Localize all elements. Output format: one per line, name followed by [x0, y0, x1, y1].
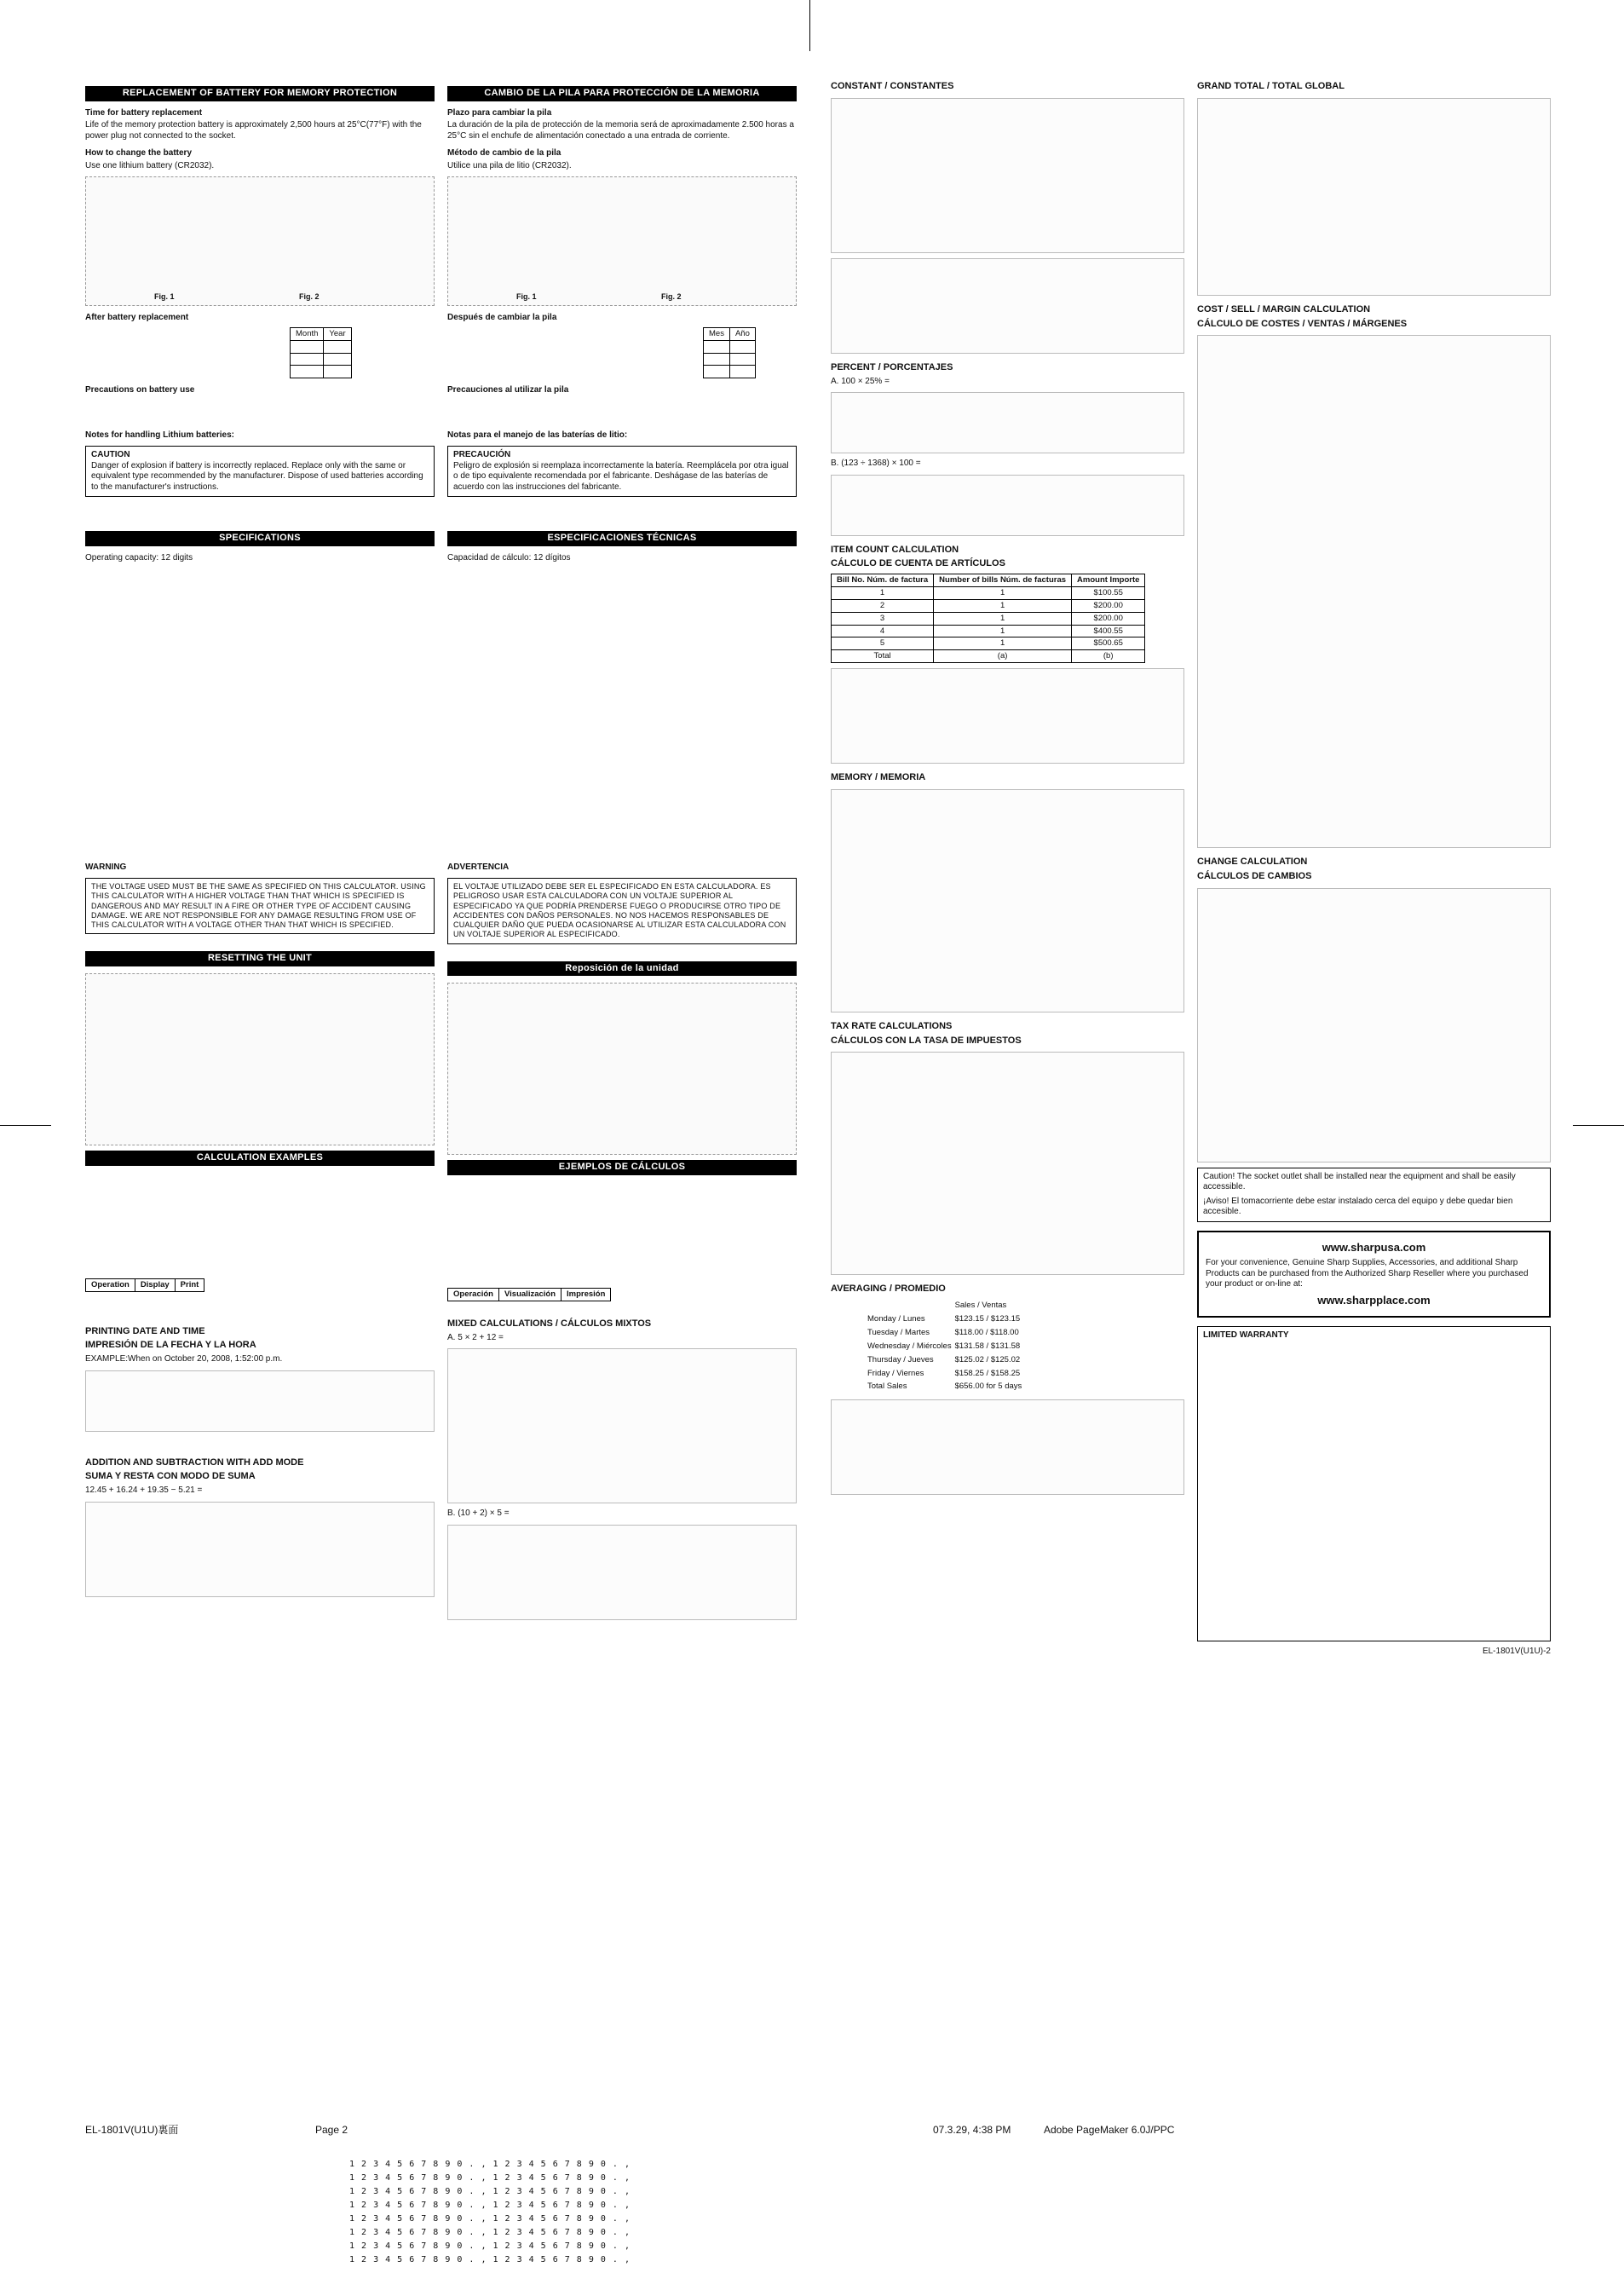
- number-rows: [349, 2158, 631, 2267]
- memory-calc: [831, 789, 1184, 1012]
- number-row: 1 2 3 4 5 6 7 8 9 0 . , 1 2 3 4 5 6 7 8 9 0 . ,: [349, 2214, 631, 2224]
- socket-caution-text: Caution! The socket outlet shall be installed near the equipment and shall be easily accessible.: [1203, 1171, 1516, 1192]
- battery-figure-es: [447, 176, 797, 306]
- mixed-heading: MIXED CALCULATIONS / CÁLCULOS MIXTOS: [447, 1318, 652, 1329]
- how-text-es: Utilice una pila de litio (CR2032).: [447, 160, 572, 170]
- web-box: [1197, 1231, 1551, 1318]
- addsub-heading-es: SUMA Y RESTA CON MODO DE SUMA: [85, 1471, 256, 1482]
- tax-calc: [831, 1052, 1184, 1275]
- after-heading: After battery replacement: [85, 313, 189, 323]
- memory-heading: MEMORY / MEMORIA: [831, 772, 926, 783]
- mixed-b-calc: [447, 1525, 797, 1620]
- warranty-heading: LIMITED WARRANTY: [1203, 1330, 1289, 1340]
- calc-examples-heading: CALCULATION EXAMPLES: [85, 1151, 435, 1166]
- caution-box: [85, 446, 435, 497]
- after-heading-es: Después de cambiar la pila: [447, 313, 557, 323]
- caution-text-es: Peligro de explosión si reemplaza incorrectamente la batería. Reemplácela por otra igual o de tipo equivalente recomendada por el fabricante. Deshágase de las baterías de acuerdo con las instrucciones del fabricante.: [453, 460, 789, 492]
- socket-aviso-text: ¡Aviso! El tomacorriente debe estar instalado cerca del equipo y debe quedar bien accesible.: [1203, 1196, 1513, 1217]
- footer-filename: EL-1801V(U1U)裏面: [85, 2124, 179, 2136]
- lithium-heading: Notes for handling Lithium batteries:: [85, 430, 235, 440]
- table-row: 3 1 $200.00: [832, 612, 1145, 625]
- mixed-b: B. (10 + 2) × 5 =: [447, 1509, 510, 1519]
- avg-heading: AVERAGING / PROMEDIO: [831, 1284, 946, 1295]
- change-heading-es: CÁLCULOS DE CAMBIOS: [1197, 871, 1312, 881]
- reset-heading-es: Reposición de la unidad: [447, 961, 797, 977]
- footer-date: 07.3.29, 4:38 PM: [933, 2124, 1011, 2136]
- item-col-count: Number of bills Núm. de facturas: [934, 574, 1072, 587]
- grand-heading: GRAND TOTAL / TOTAL GLOBAL: [1197, 81, 1345, 91]
- number-row: 1 2 3 4 5 6 7 8 9 0 . , 1 2 3 4 5 6 7 8 9 0 . ,: [349, 2173, 631, 2183]
- crop-mark-right: [1573, 1125, 1624, 1126]
- addsub-heading: ADDITION AND SUBTRACTION WITH ADD MODE: [85, 1457, 304, 1468]
- operation-header-table-es: [447, 1288, 611, 1301]
- avg-sales-header: Sales / Ventas: [954, 1301, 1007, 1311]
- mixed-a-calc: [447, 1348, 797, 1503]
- table-row: Wednesday / Miércoles $131.58 / $131.58: [867, 1341, 1021, 1351]
- caution-label-es: PRECAUCIÓN: [453, 450, 511, 460]
- warning-box: THE VOLTAGE USED MUST BE THE SAME AS SPECIFIED ON THIS CALCULATOR. USING THIS CALCULATOR WITH A HIGHER VOLTAGE THAN THAT WHICH IS SPECIFIED IS DANGEROUS AND MAY RESULT IN A FIRE OR OTHER TYPE OF ACCIDENT CAUSING DAMAGE. WE ARE NOT RESPONSIBLE FOR ANY DAMAGE RESULTING FROM USE OF THIS CALCULATOR WITH A VOLTAGE OTHER THAN THAT WHICH IS SPECIFIED.: [85, 878, 435, 934]
- tax-heading: TAX RATE CALCULATIONS: [831, 1020, 953, 1031]
- table-total-row: Total (a) (b): [832, 650, 1145, 663]
- reset-figure-es: [447, 983, 797, 1155]
- warning-label: WARNING: [85, 862, 127, 872]
- table-row: 2 1 $200.00: [832, 599, 1145, 612]
- tax-heading-es: CÁLCULOS CON LA TASA DE IMPUESTOS: [831, 1035, 1022, 1046]
- web-text: For your convenience, Genuine Sharp Supplies, Accessories, and additional Sharp Products can be purchased from the Authorized Sharp Reseller where you purchased your product or on-line at:: [1206, 1258, 1529, 1289]
- warning-box-es: EL VOLTAJE UTILIZADO DEBE SER EL ESPECIFICADO EN ESTA CALCULADORA. ES PELIGROSO USAR ESTA CALCULADORA CON UN VOLTAJE SUPERIOR AL ESPECIFICADO YA QUE PODRÍA PRENDERSE FUEGO O PRODUCIRSE OTRO TIPO DE ACCIDENTES CON DAÑOS PERSONALES. NO NOS HACEMOS RESPONSABLES DE CUALQUIER DAÑO QUE PUEDA OCASIONARSE AL UTILIZAR ESTA CALCULADORA CON UN VOLTAJE SUPERIOR AL ESPECIFICADO.: [447, 878, 797, 944]
- print-col: Print: [175, 1278, 204, 1291]
- specs-heading-es: ESPECIFICACIONES TÉCNICAS: [447, 531, 797, 546]
- display-col-es: Visualización: [499, 1289, 561, 1301]
- year-label: Year: [324, 327, 351, 340]
- column-examples-1: [831, 81, 1184, 1500]
- caution-box-es: [447, 446, 797, 497]
- print-col-es: Impresión: [561, 1289, 611, 1301]
- printing-heading-es: IMPRESIÓN DE LA FECHA Y LA HORA: [85, 1340, 256, 1351]
- addsub-expr: 12.45 + 16.24 + 19.35 − 5.21 =: [85, 1485, 203, 1496]
- sharpusa-link[interactable]: www.sharpusa.com: [1322, 1240, 1426, 1254]
- operation-col-es: Operación: [448, 1289, 499, 1301]
- footer-app: Adobe PageMaker 6.0J/PPC: [1044, 2124, 1175, 2136]
- lithium-heading-es: Notas para el manejo de las baterías de litio:: [447, 430, 628, 440]
- cost-heading: COST / SELL / MARGIN CALCULATION: [1197, 303, 1371, 314]
- avg-calc: [831, 1399, 1184, 1495]
- constant-calc-a: [831, 98, 1184, 253]
- replacement-heading-es: CAMBIO DE LA PILA PARA PROTECCIÓN DE LA MEMORIA: [447, 86, 797, 101]
- crop-mark-tl: [809, 0, 810, 51]
- percent-heading: PERCENT / PORCENTAJES: [831, 361, 953, 372]
- table-row: 4 1 $400.55: [832, 625, 1145, 637]
- time-heading-es: Plazo para cambiar la pila: [447, 107, 552, 118]
- battery-figure: [85, 176, 435, 306]
- crop-mark-left: [0, 1125, 51, 1126]
- printing-calc: [85, 1370, 435, 1432]
- percent-b: B. (123 ÷ 1368) × 100 =: [831, 459, 921, 468]
- operation-header-table: [85, 1278, 204, 1292]
- cost-heading-es: CÁLCULO DE COSTES / VENTAS / MÁRGENES: [1197, 318, 1408, 329]
- replacement-heading: REPLACEMENT OF BATTERY FOR MEMORY PROTECTION: [85, 86, 435, 101]
- number-row: 1 2 3 4 5 6 7 8 9 0 . , 1 2 3 4 5 6 7 8 9 0 . ,: [349, 2241, 631, 2251]
- percent-calc-b: [831, 475, 1184, 536]
- caution-text: Danger of explosion if battery is incorrectly replaced. Replace only with the same or equivalent type recommended by the manufacturer. Dispose of used batteries according to the manufacturer's instructions.: [91, 460, 423, 492]
- number-row: 1 2 3 4 5 6 7 8 9 0 . , 1 2 3 4 5 6 7 8 9 0 . ,: [349, 2255, 631, 2264]
- sharpplace-link[interactable]: www.sharpplace.com: [1317, 1293, 1431, 1307]
- cost-calc: [1197, 335, 1551, 848]
- fig1-label-es: Fig. 1: [516, 292, 537, 301]
- table-row: Thursday / Jueves $125.02 / $125.02: [867, 1354, 1021, 1364]
- reset-heading: RESETTING THE UNIT: [85, 951, 435, 966]
- change-heading: CHANGE CALCULATION: [1197, 857, 1308, 868]
- specs-heading: SPECIFICATIONS: [85, 531, 435, 546]
- time-text: Life of the memory protection battery is approximately 2,500 hours at 25°C(77°F) with the power plug not connected to the socket.: [85, 120, 422, 141]
- number-row: 1 2 3 4 5 6 7 8 9 0 . , 1 2 3 4 5 6 7 8 9 0 . ,: [349, 2201, 631, 2210]
- month-label-es: Mes: [704, 327, 730, 340]
- warning-label-es: ADVERTENCIA: [447, 862, 510, 872]
- constant-heading: CONSTANT / CONSTANTES: [831, 81, 954, 91]
- display-col: Display: [135, 1278, 175, 1291]
- year-label-es: Año: [729, 327, 755, 340]
- number-row: 1 2 3 4 5 6 7 8 9 0 . , 1 2 3 4 5 6 7 8 9 0 . ,: [349, 2187, 631, 2196]
- mixed-a: A. 5 × 2 + 12 =: [447, 1332, 504, 1342]
- socket-caution-box: [1197, 1168, 1551, 1222]
- precautions-heading-es: Precauciones al utilizar la pila: [447, 385, 569, 395]
- item-col-bill: Bill No. Núm. de factura: [832, 574, 934, 587]
- percent-calc-a: [831, 392, 1184, 453]
- item-table: [831, 574, 1145, 663]
- month-year-table: [290, 327, 352, 379]
- table-row: Monday / Lunes $123.15 / $123.15: [867, 1314, 1021, 1324]
- column-spanish: [447, 81, 797, 1625]
- specs-text: Operating capacity: 12 digits: [85, 553, 193, 562]
- how-heading-es: Método de cambio de la pila: [447, 148, 561, 159]
- printing-heading: PRINTING DATE AND TIME: [85, 1325, 205, 1336]
- precautions-heading: Precautions on battery use: [85, 385, 195, 395]
- column-examples-2: [1197, 81, 1551, 1657]
- model-code: EL-1801V(U1U)-2: [1482, 1646, 1551, 1656]
- addsub-calc: [85, 1502, 435, 1597]
- time-text-es: La duración de la pila de protección de la memoria será de aproximadamente 2.500 horas a 25°C sin el enchufe de alimentación conectado a una entrada de corriente.: [447, 120, 794, 141]
- column-english: [85, 81, 435, 1602]
- table-row: Friday / Viernes $158.25 / $158.25: [867, 1368, 1021, 1378]
- fig2-label: Fig. 2: [299, 292, 320, 301]
- fig1-label: Fig. 1: [154, 292, 175, 301]
- avg-total-value: $656.00 for 5 days: [954, 1382, 1022, 1392]
- footer-page: Page 2: [315, 2124, 348, 2136]
- avg-table: [865, 1298, 1024, 1394]
- table-row: 1 1 $100.55: [832, 586, 1145, 599]
- number-row: 1 2 3 4 5 6 7 8 9 0 . , 1 2 3 4 5 6 7 8 9 0 . ,: [349, 2228, 631, 2237]
- printing-example: EXAMPLE:When on October 20, 2008, 1:52:00 p.m.: [85, 1354, 283, 1364]
- caution-label: CAUTION: [91, 450, 130, 460]
- specs-text-es: Capacidad de cálculo: 12 dígitos: [447, 553, 571, 562]
- change-calc: [1197, 888, 1551, 1162]
- item-heading-es: CÁLCULO DE CUENTA DE ARTÍCULOS: [831, 558, 1005, 569]
- month-label: Month: [291, 327, 324, 340]
- fig2-label-es: Fig. 2: [661, 292, 682, 301]
- how-text: Use one lithium battery (CR2032).: [85, 160, 215, 170]
- constant-calc-b: [831, 258, 1184, 354]
- item-col-amount: Amount Importe: [1072, 574, 1145, 587]
- item-calc: [831, 668, 1184, 764]
- month-year-table-es: [703, 327, 756, 379]
- reset-figure: [85, 973, 435, 1145]
- calc-examples-heading-es: EJEMPLOS DE CÁLCULOS: [447, 1160, 797, 1175]
- number-row: 1 2 3 4 5 6 7 8 9 0 . , 1 2 3 4 5 6 7 8 9 0 . ,: [349, 2160, 631, 2169]
- percent-a: A. 100 × 25% =: [831, 376, 890, 386]
- table-row: 5 1 $500.65: [832, 637, 1145, 650]
- how-heading: How to change the battery: [85, 148, 193, 159]
- time-heading: Time for battery replacement: [85, 107, 203, 118]
- avg-total-label: Total Sales: [867, 1382, 907, 1392]
- item-heading: ITEM COUNT CALCULATION: [831, 544, 959, 555]
- operation-col: Operation: [86, 1278, 135, 1291]
- grand-calc: [1197, 98, 1551, 296]
- table-row: Tuesday / Martes $118.00 / $118.00: [867, 1327, 1019, 1337]
- warranty-box: [1197, 1326, 1551, 1641]
